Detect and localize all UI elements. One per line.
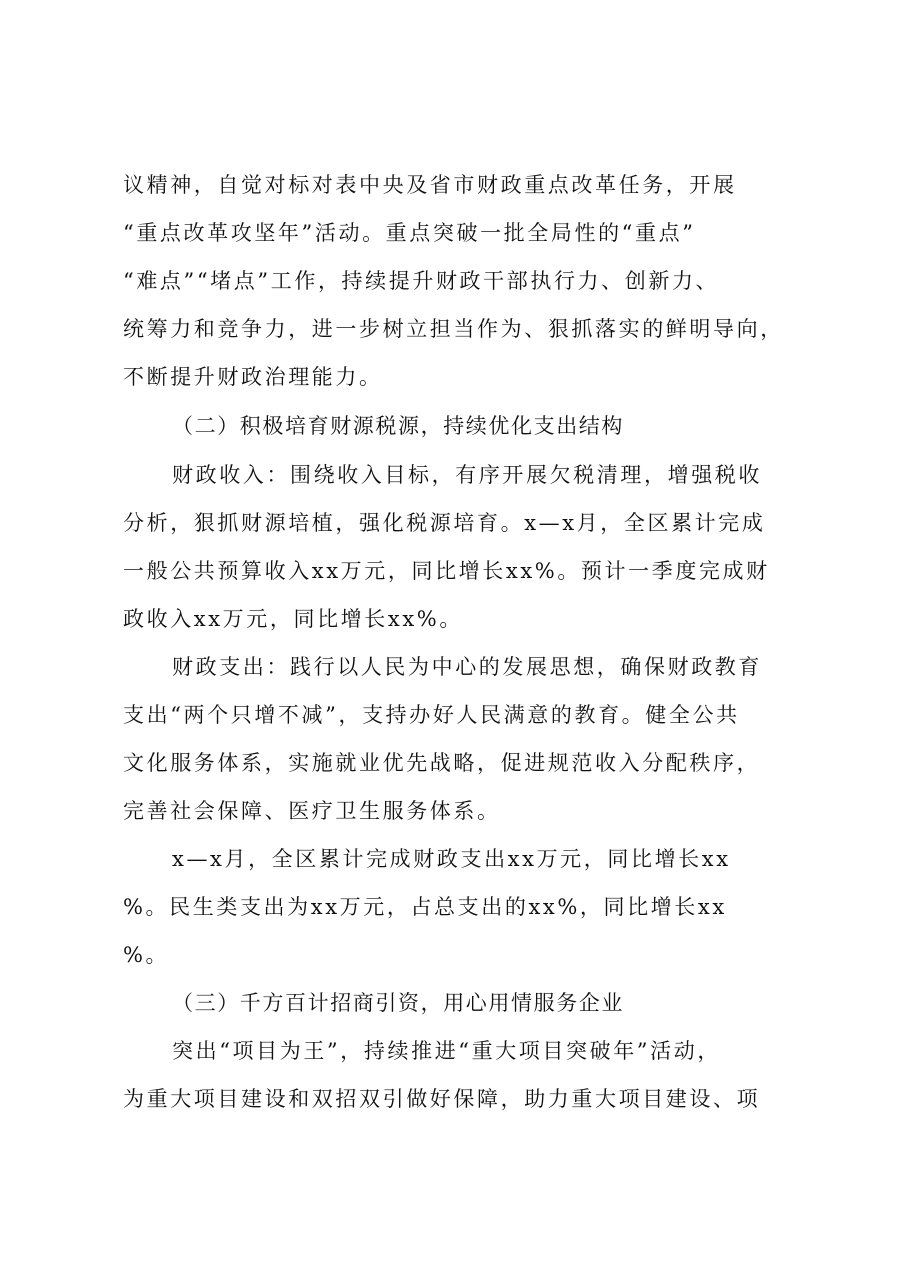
paragraph-line: “重点改革攻坚年”活动。重点突破一批全局性的“重点”	[123, 221, 696, 245]
paragraph-line: 政收入xx万元，同比增长xx%。	[123, 607, 463, 631]
paragraph-line: %。	[123, 943, 170, 967]
paragraph-line: 议精神，自觉对标对表中央及省市财政重点改革任务，开展	[123, 173, 737, 197]
paragraph-line: 为重大项目建设和双招双引做好保障，助力重大项目建设、项	[123, 1087, 761, 1111]
paragraph-line: x—x月，全区累计完成财政支出xx万元，同比增长xx	[172, 847, 731, 871]
paragraph-line: 财政支出：践行以人民为中心的发展思想，确保财政教育	[172, 655, 762, 679]
paragraph-line: 完善社会保障、医疗卫生服务体系。	[123, 799, 501, 823]
paragraph-line: 分析，狠抓财源培植，强化税源培育。x—x月，全区累计完成	[123, 511, 766, 535]
paragraph-line: “难点”“堵点”工作，持续提升财政干部执行力、创新力、	[123, 269, 720, 293]
paragraph-line: 统筹力和竞争力，进一步树立担当作为、狠抓落实的鲜明导向，	[123, 317, 784, 341]
paragraph-line: 文化服务体系，实施就业优先战略，促进规范收入分配秩序，	[123, 751, 761, 775]
section-heading: （二）积极培育财源税源，持续优化支出结构	[172, 414, 624, 438]
paragraph-line: 支出“两个只增不减”，支持办好人民满意的教育。健全公共	[123, 703, 740, 727]
paragraph-line: 财政收入：围绕收入目标，有序开展欠税清理，增强税收	[172, 463, 762, 487]
paragraph-line: %。民生类支出为xx万元，占总支出的xx%，同比增长xx	[123, 895, 727, 919]
paragraph-line: 不断提升财政治理能力。	[123, 365, 383, 389]
section-heading: （三）千方百计招商引资，用心用情服务企业	[172, 991, 624, 1015]
paragraph-line: 一般公共预算收入xx万元，同比增长xx%。预计一季度完成财	[123, 559, 770, 583]
paragraph-line: 突出“项目为王”，持续推进“重大项目突破年”活动，	[172, 1039, 721, 1063]
